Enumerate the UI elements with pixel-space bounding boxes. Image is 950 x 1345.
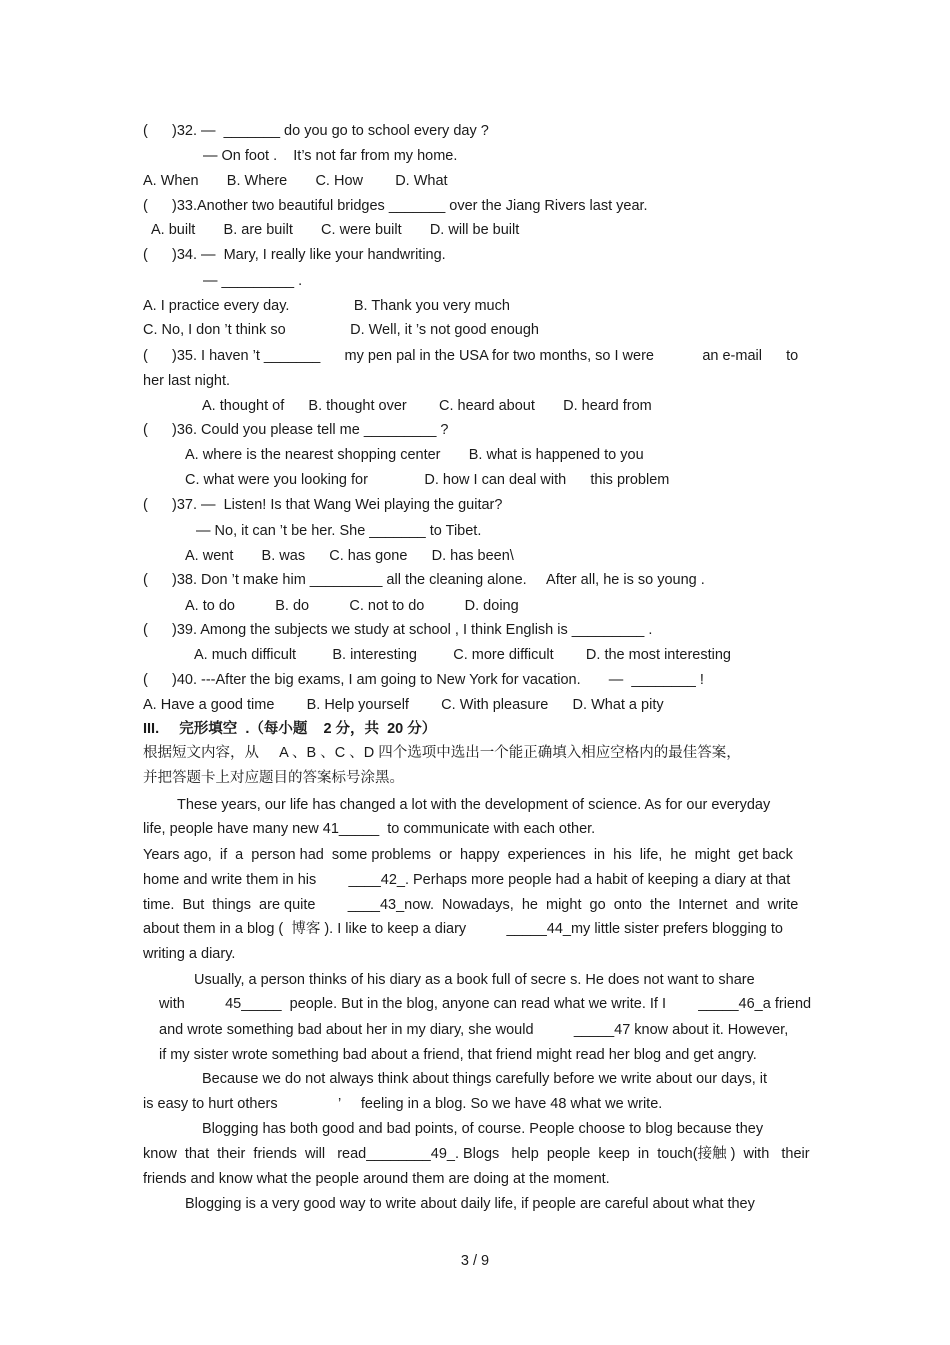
text-line: 并把答题卡上对应题目的答案标号涂黑。 <box>143 770 404 786</box>
text-line: A. thought of B. thought over C. heard about D. heard from <box>202 398 652 414</box>
text-line: ( )35. I haven ’t _______ my pen pal in the USA for two months, so I were an e-mail to <box>143 348 799 364</box>
text-line: friends and know what the people around them are doing at the moment. <box>143 1171 610 1187</box>
text-line: time. But things are quite ____43_now. Nowadays, he might go onto the Internet and write <box>143 897 799 913</box>
text-line: A. built B. are built C. were built D. will be built <box>151 222 520 238</box>
text-line: A. to do B. do C. not to do D. doing <box>185 598 519 614</box>
page-number: 3 / 9 <box>460 1253 490 1269</box>
text-line: A. went B. was C. has gone D. has been\ <box>185 548 514 564</box>
text-line: ( )32. — _______ do you go to school every day ? <box>143 123 489 139</box>
text-line: life, people have many new 41_____ to communicate with each other. <box>143 821 596 837</box>
text-line: about them in a blog ( 博客 ). I like to keep a diary _____44_my little sister prefers blogging to <box>143 921 783 937</box>
text-line: — _________ . <box>203 273 303 289</box>
text-line: ( )38. Don ’t make him _________ all the cleaning alone. After all, he is so young . <box>143 572 705 588</box>
text-line: — On foot . It’s not far from my home. <box>203 148 458 164</box>
text-line: A. Have a good time B. Help yourself C. With pleasure D. What a pity <box>143 697 664 713</box>
text-line: A. where is the nearest shopping center B. what is happened to you <box>185 447 644 463</box>
text-line: Because we do not always think about things carefully before we write about our days, it <box>202 1071 768 1087</box>
text-line: home and write them in his ____42_. Perhaps more people had a habit of keeping a diary at that <box>143 872 791 888</box>
text-line: ( )33.Another two beautiful bridges _______ over the Jiang Rivers last year. <box>143 198 648 214</box>
text-line: her last night. <box>143 373 231 389</box>
text-line: C. No, I don ’t think so D. Well, it ’s not good enough <box>143 322 539 338</box>
text-line: Years ago, if a person had some problems or happy experiences in his life, he might get back <box>143 847 793 863</box>
text-line: Usually, a person thinks of his diary as a book full of secre s. He does not want to share <box>194 972 755 988</box>
text-line: ( )34. — Mary, I really like your handwriting. <box>143 247 446 263</box>
text-line: These years, our life has changed a lot with the development of science. As for our everyday <box>177 797 771 813</box>
text-line: A. much difficult B. interesting C. more difficult D. the most interesting <box>194 647 731 663</box>
text-line: Blogging is a very good way to write about daily life, if people are careful about what they <box>185 1196 755 1212</box>
text-line: ( )37. — Listen! Is that Wang Wei playing the guitar? <box>143 497 503 513</box>
text-line: and wrote something bad about her in my diary, she would _____47 know about it. However, <box>159 1022 789 1038</box>
text-line: A. I practice every day. B. Thank you very much <box>143 298 510 314</box>
text-line: — No, it can ’t be her. She _______ to Tibet. <box>196 523 482 539</box>
text-line: 根据短文内容，从 A 、B 、C 、D 四个选项中选出一个能正确填入相应空格内的最佳答案， <box>143 745 741 761</box>
text-line: is easy to hurt others ’ feeling in a blog. So we have 48 what we write. <box>143 1096 663 1112</box>
text-line: A. When B. Where C. How D. What <box>143 173 448 189</box>
text-line: know that their friends will read________49_. Blogs help people keep in touch(接触 ) with their <box>143 1146 810 1162</box>
text-line: writing a diary. <box>143 946 236 962</box>
section-heading: III. 完形填空 .（每小题 2 分，共 20 分） <box>143 721 437 737</box>
text-line: C. what were you looking for D. how I can deal with this problem <box>185 472 670 488</box>
text-line: ( )36. Could you please tell me _________ ? <box>143 422 449 438</box>
text-line: ( )39. Among the subjects we study at school , I think English is _________ . <box>143 622 653 638</box>
text-line: with 45_____ people. But in the blog, anyone can read what we write. If I _____46_a friend <box>159 996 812 1012</box>
text-line: if my sister wrote something bad about a friend, that friend might read her blog and get angry. <box>159 1047 757 1063</box>
text-line: Blogging has both good and bad points, of course. People choose to blog because they <box>202 1121 764 1137</box>
text-line: ( )40. ---After the big exams, I am going to New York for vacation. — ________ ! <box>143 672 704 688</box>
